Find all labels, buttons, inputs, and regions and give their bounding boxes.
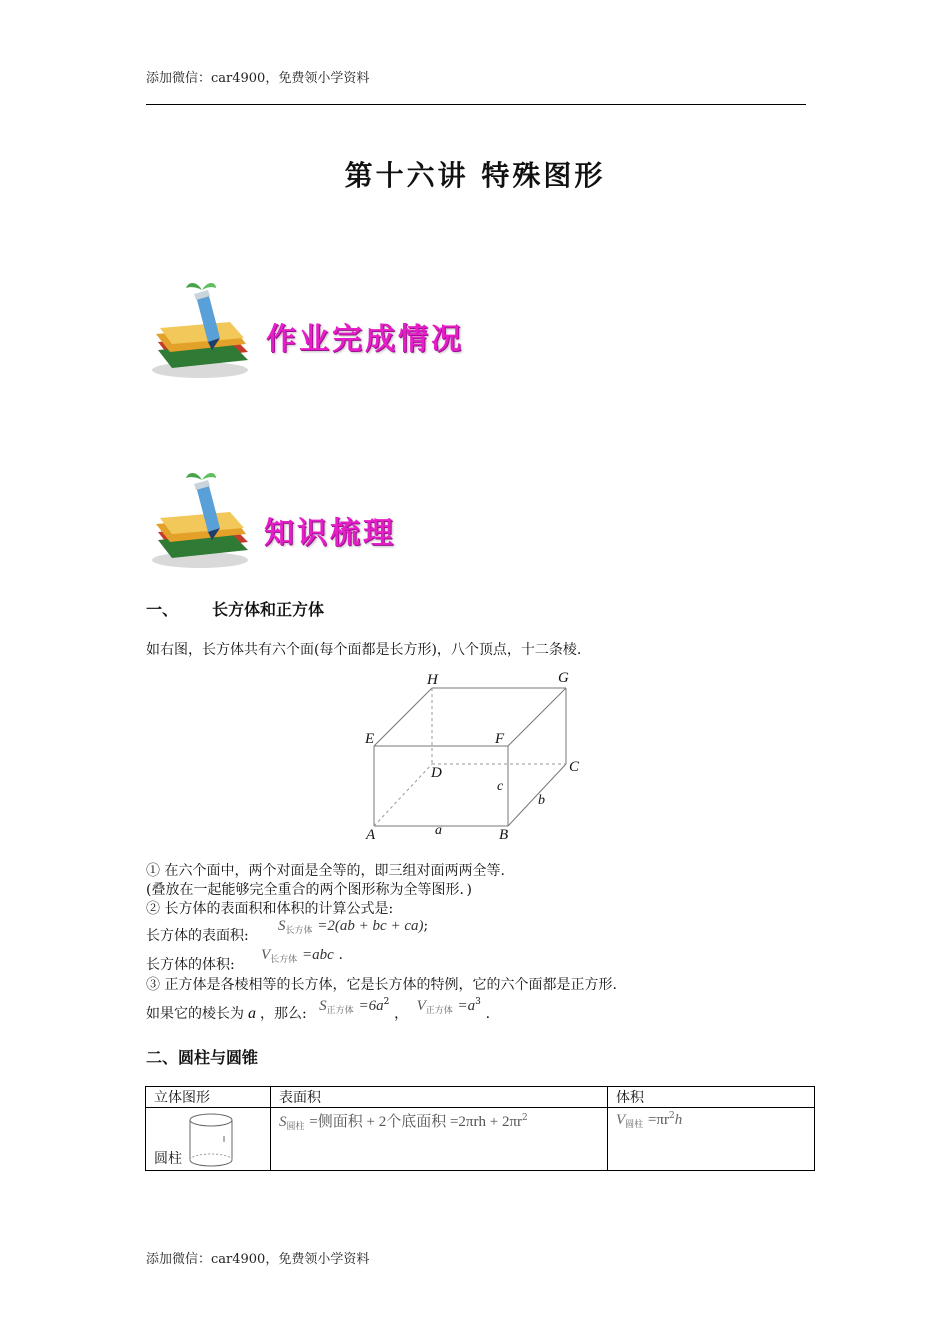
edge-BC <box>508 764 566 826</box>
cylinder-surface-formula: $S_{圆柱}$ =侧面积 + 2个底面积 $=2\pi rh + 2\pi r^2$ <box>279 1113 528 1132</box>
solid-name-cylinder: 圆柱 <box>154 1151 182 1167</box>
page-footer: 添加微信：car4900，免费领小学资料 <box>146 1252 370 1267</box>
table-header: 表面积 <box>271 1087 608 1108</box>
edge-EH <box>374 688 432 746</box>
section1-number: 一、 <box>146 600 179 619</box>
point-2: ② 长方体的表面积和体积的计算公式是: <box>146 901 394 917</box>
volume-label: 长方体的体积: <box>146 957 235 973</box>
table-cell-volume <box>608 1108 815 1171</box>
section1-intro: 如右图，长方体共有六个面(每个面都是长方形)，八个顶点，十二条棱. <box>146 642 582 658</box>
vertex-label-H: H <box>427 672 438 688</box>
surface-label: 长方体的表面积: <box>146 928 249 944</box>
book-pencil-icon <box>150 280 252 380</box>
table-row <box>146 1108 815 1171</box>
vertex-label-B: B <box>499 827 509 843</box>
cube-formulas: 如果它的棱长为 a ，那么: $S_{正方体} =6a^2$ ， $V_{正方体} =a^3$ . <box>146 997 491 1022</box>
vertex-label-F: F <box>495 731 505 747</box>
solids-table <box>145 1086 815 1171</box>
banner-homework: 作业完成情况 <box>266 322 464 357</box>
point-1: ① 在六个面中，两个对面是全等的，即三组对面两两全等. <box>146 863 505 879</box>
table-header: 立体图形 <box>146 1087 271 1108</box>
vertex-label-G: G <box>558 670 569 686</box>
cylinder-icon <box>186 1112 246 1170</box>
vertex-label-A: A <box>366 827 376 843</box>
vertex-label-E: E <box>365 731 375 747</box>
volume-formula: $V_{长方体} =abc$ . <box>261 947 343 965</box>
page-header: 添加微信：car4900，免费领小学资料 <box>146 71 370 86</box>
table-cell-surface <box>271 1108 608 1171</box>
vertex-label-D: D <box>431 765 442 781</box>
section2-heading: 二、圆柱与圆锥 <box>146 1048 259 1067</box>
section1-heading: 长方体和正方体 <box>212 600 325 619</box>
table-header: 体积 <box>608 1087 815 1108</box>
table-header-row <box>146 1087 815 1108</box>
surface-formula: $S_{长方体} =2(ab$ + bc + ca); <box>278 918 429 936</box>
vertex-label-C: C <box>569 759 580 775</box>
hidden-edge-AD <box>374 764 432 826</box>
cuboid-diagram <box>360 666 620 846</box>
point-3: ③ 正方体是各棱相等的长方体，它是长方体的特例，它的六个面都是正方形. <box>146 977 617 993</box>
banner-knowledge: 知识梳理 <box>264 516 396 551</box>
header-rule <box>146 104 806 105</box>
cylinder-volume-formula: $V_{圆柱} =\pi r^2h$ <box>616 1111 683 1130</box>
edge-label-a: a <box>435 823 442 838</box>
edge-FG <box>508 688 566 746</box>
table-cell-solid <box>146 1108 271 1171</box>
edge-label-b: b <box>538 793 545 808</box>
page-title: 第十六讲 特殊图形 <box>344 159 606 192</box>
book-pencil-icon <box>150 470 252 570</box>
point-1-note: (叠放在一起能够完全重合的两个图形称为全等图形．) <box>146 882 472 898</box>
edge-label-c: c <box>497 779 504 794</box>
